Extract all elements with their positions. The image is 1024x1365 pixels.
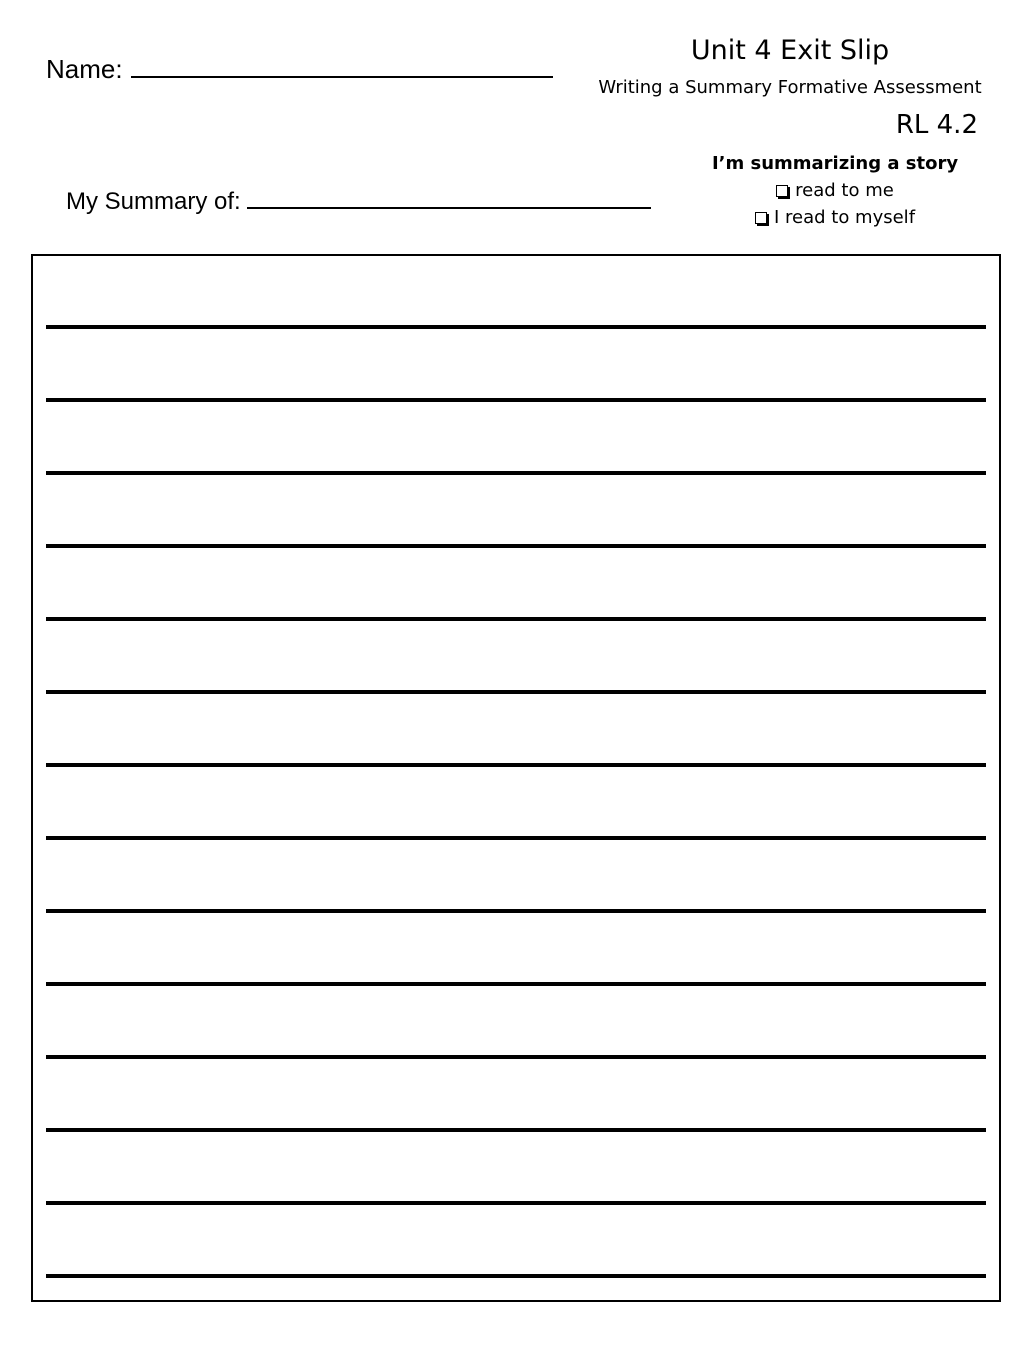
writing-line [46,909,986,913]
option-label: I read to myself [773,207,916,228]
exit-slip-title: Unit 4 Exit Slip [690,35,890,66]
writing-line [46,1201,986,1205]
writing-line [46,325,986,329]
story-type-heading: I’m summarizing a story [711,153,959,174]
writing-line [46,690,986,694]
writing-box[interactable] [31,254,1001,1302]
writing-line [46,617,986,621]
checkbox-icon[interactable] [755,212,767,224]
summary-row [66,190,651,214]
writing-line [46,1274,986,1278]
writing-line [46,836,986,840]
checkbox-icon[interactable] [776,185,788,197]
writing-line [46,1055,986,1059]
option-label: read to me [795,180,894,201]
name-label: Name: [46,54,123,84]
writing-line [46,544,986,548]
writing-line [46,1128,986,1132]
standard-code: RL 4.2 [895,110,978,140]
summary-title-blank[interactable] [247,191,651,209]
name-blank[interactable] [131,58,553,78]
story-type-box [690,150,980,231]
writing-line [46,982,986,986]
exit-slip-subtitle: Writing a Summary Formative Assessment [598,77,982,98]
option-read-to-me[interactable] [690,177,980,204]
summary-label: My Summary of: [66,188,241,215]
writing-line [46,471,986,475]
name-row [46,56,553,82]
writing-line [46,398,986,402]
writing-line [46,763,986,767]
option-read-to-myself[interactable] [690,204,980,231]
